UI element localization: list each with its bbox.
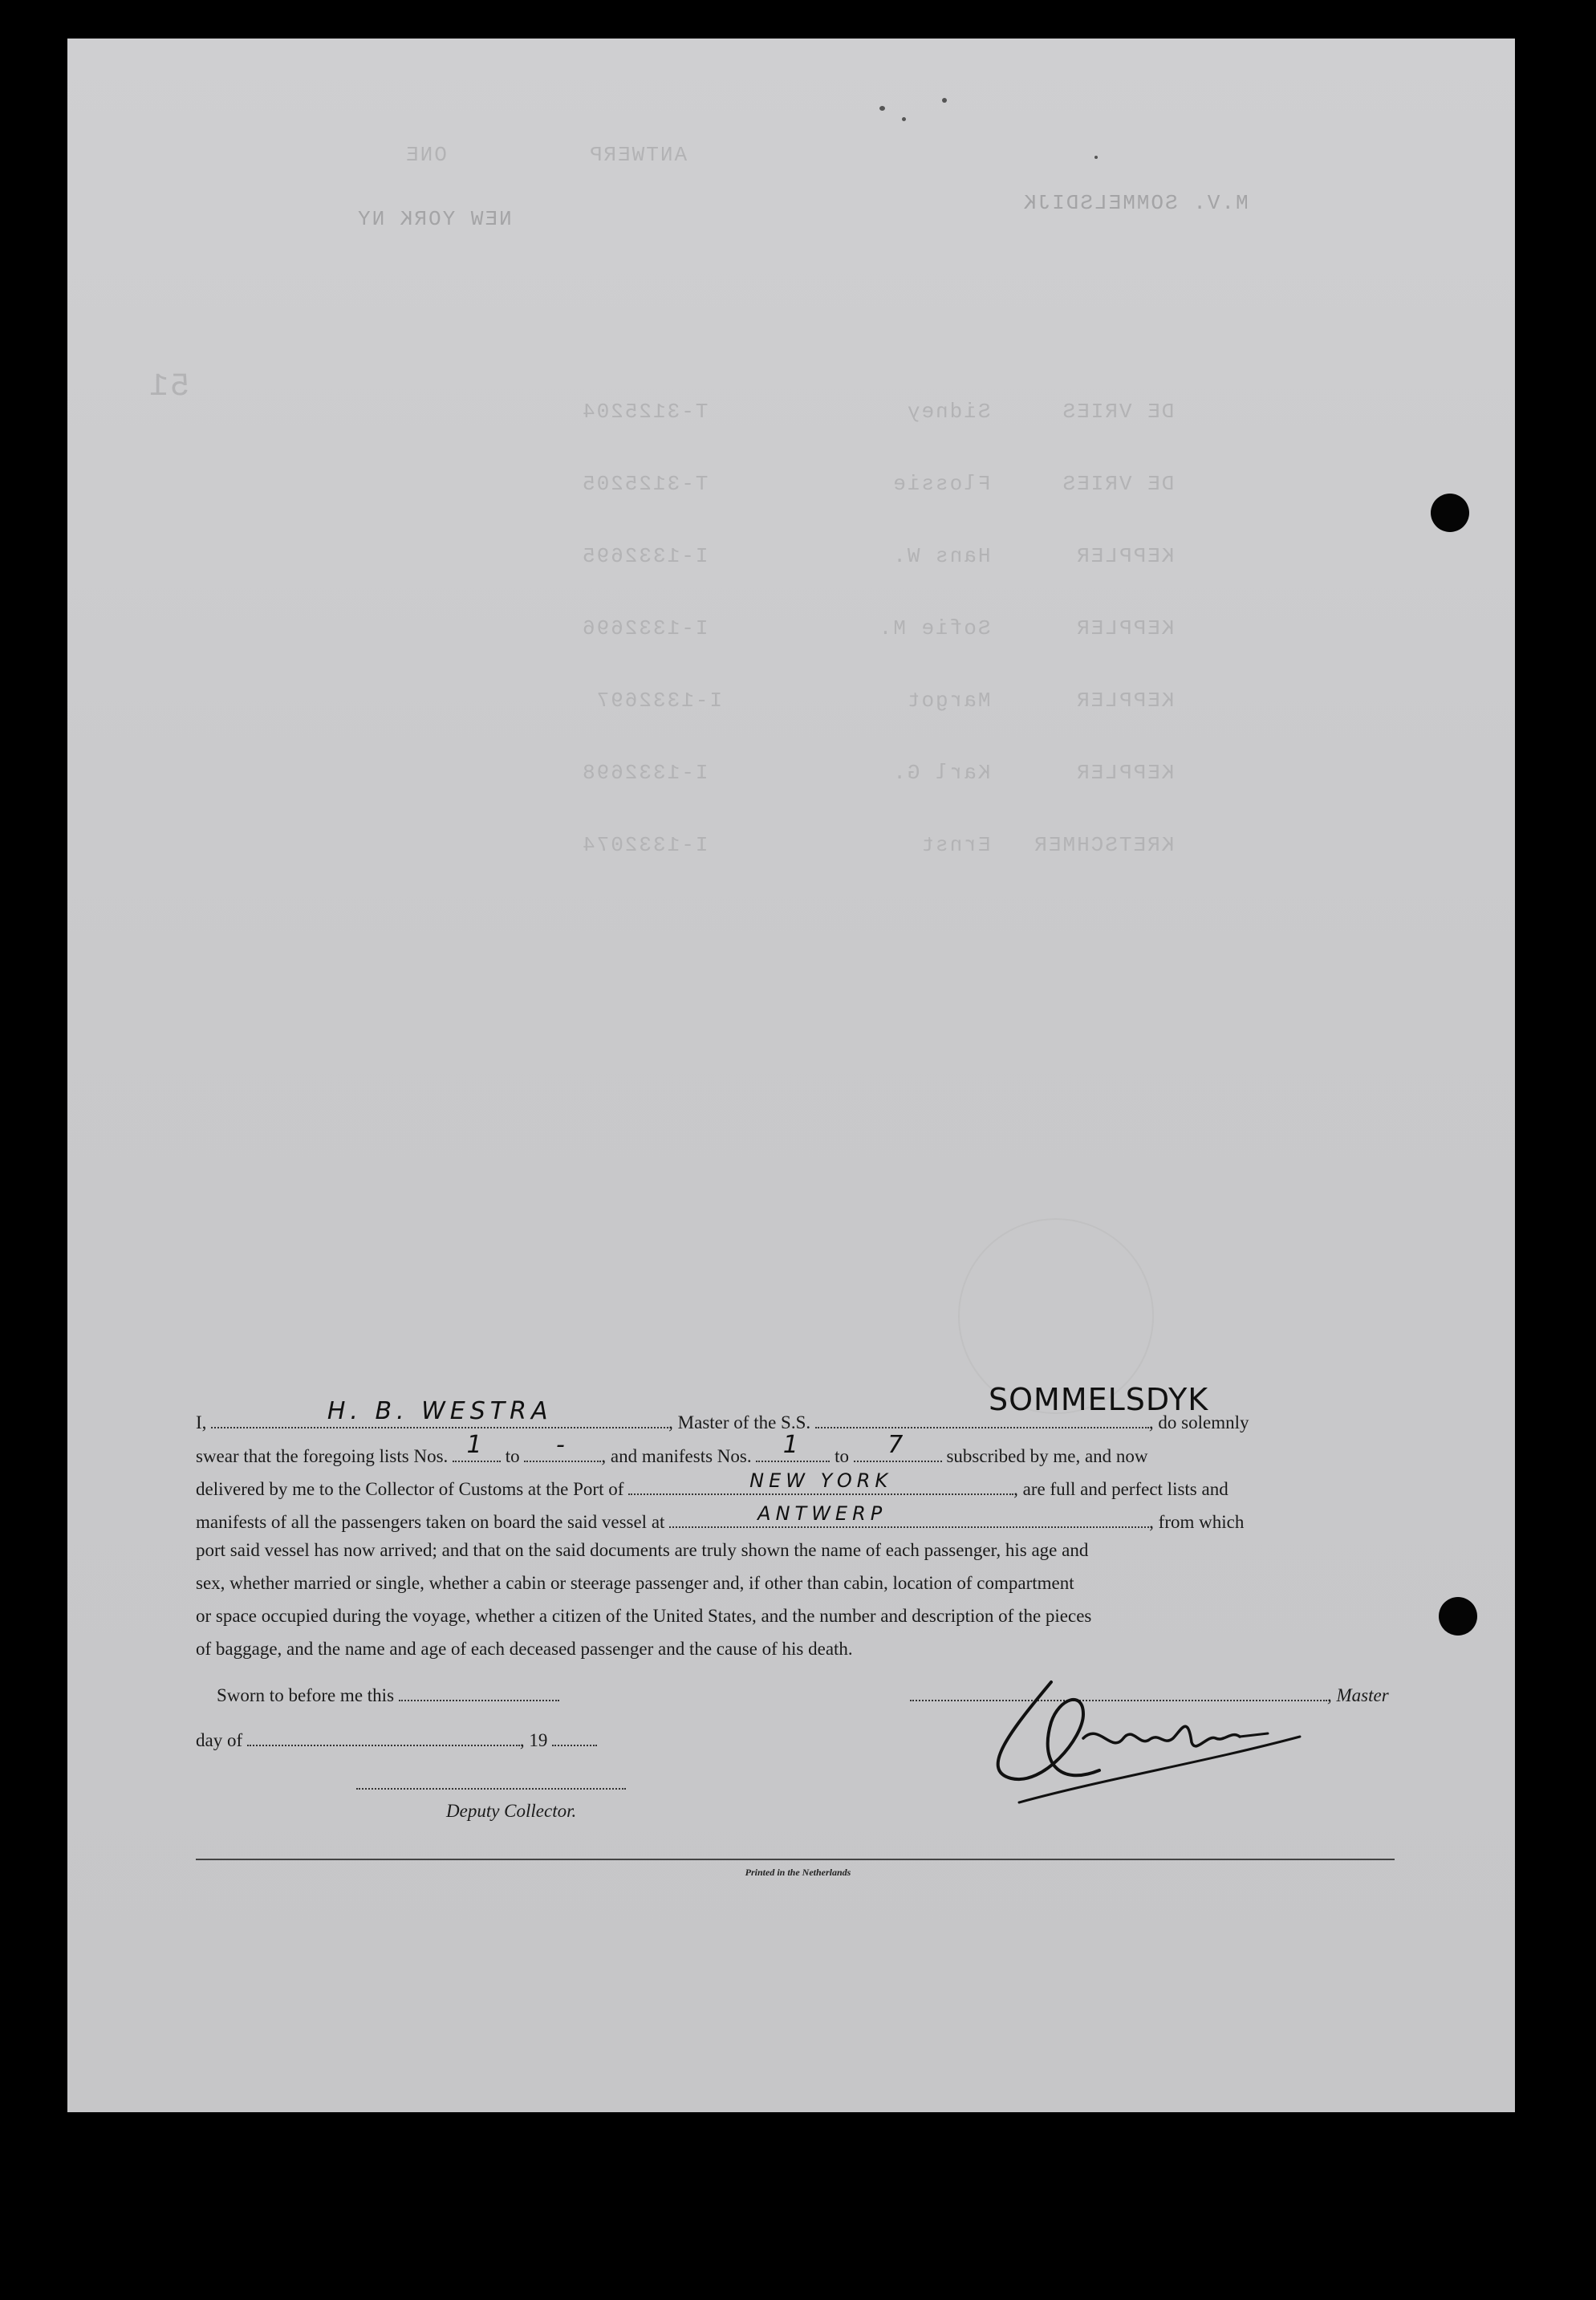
bleed-through-header: ANTWERP ONE: [404, 143, 688, 167]
year-field: [552, 1725, 597, 1746]
bleed-through-page-number: 51: [148, 369, 190, 405]
master-signature: [963, 1666, 1332, 1818]
lists-to-field: -: [524, 1441, 601, 1462]
oath-line-2: swear that the foregoing lists Nos. 1 to - , and manifests Nos. 1 to 7 subscribed by me, and now: [196, 1431, 1148, 1466]
manifests-from-field: 1: [756, 1441, 830, 1462]
footer-rule: [196, 1859, 1395, 1860]
master-name-field: H. B. WESTRA: [211, 1408, 668, 1428]
port-of-arrival-field: NEW YORK: [628, 1474, 1013, 1495]
oath-line-8: of baggage, and the name and age of each deceased passenger and the cause of his death.: [196, 1639, 853, 1659]
deputy-collector-label: Deputy Collector.: [446, 1801, 577, 1821]
lists-from-field: 1: [453, 1441, 501, 1462]
bleed-through-ship: M.V. SOMMELSDIJK: [1022, 191, 1249, 215]
master-signature-line: , Master: [910, 1680, 1395, 1706]
deputy-signature-field: [356, 1769, 626, 1790]
bleed-through-port: NEW YORK NY: [356, 207, 512, 231]
printer-note: Printed in the Netherlands: [745, 1867, 851, 1878]
day-of-line: day of , 19: [196, 1725, 1395, 1751]
oath-line-3: delivered by me to the Collector of Customs at the Port of NEW YORK , are full and perfect lists and: [196, 1469, 1228, 1499]
punch-hole: [1439, 1597, 1477, 1636]
manifests-to-field: 7: [854, 1441, 942, 1462]
punch-hole: [1431, 494, 1469, 532]
ship-name-field: [815, 1408, 1149, 1428]
oath-line-1: I, H. B. WESTRA , Master of the S.S. , do solemnly: [196, 1397, 1249, 1432]
sworn-date-field: [399, 1680, 559, 1701]
ship-name-stamp: SOMMELSDYK: [989, 1382, 1209, 1417]
oath-line-4: manifests of all the passengers taken on board the said vessel at ANTWERP , from which: [196, 1502, 1245, 1532]
oath-line-7: or space occupied during the voyage, whether a citizen of the United States, and the number and description of the pieces: [196, 1606, 1092, 1626]
bleed-through-rows: DE VRIES Sidney T-3125204 DE VRIES Flossie T-3125205 KEPPLER Hans W. I-1332695 KEPPLER Sofie M. I-1332696 KEPPLER Margot I-1332697 KEPPLER Karl G. I-1332698 KRETSCHMER Ernst I-1332074: [581, 400, 1175, 857]
oath-line-5: port said vessel has now arrived; and that on the said documents are truly shown the name of each passenger, his age and: [196, 1540, 1089, 1560]
sworn-line: Sworn to before me this: [217, 1680, 1395, 1706]
day-field: [247, 1725, 520, 1746]
port-of-departure-field: ANTWERP: [669, 1507, 1149, 1528]
oath-line-6: sex, whether married or single, whether a cabin or steerage passenger and, if other than cabin, location of compartment: [196, 1573, 1074, 1593]
